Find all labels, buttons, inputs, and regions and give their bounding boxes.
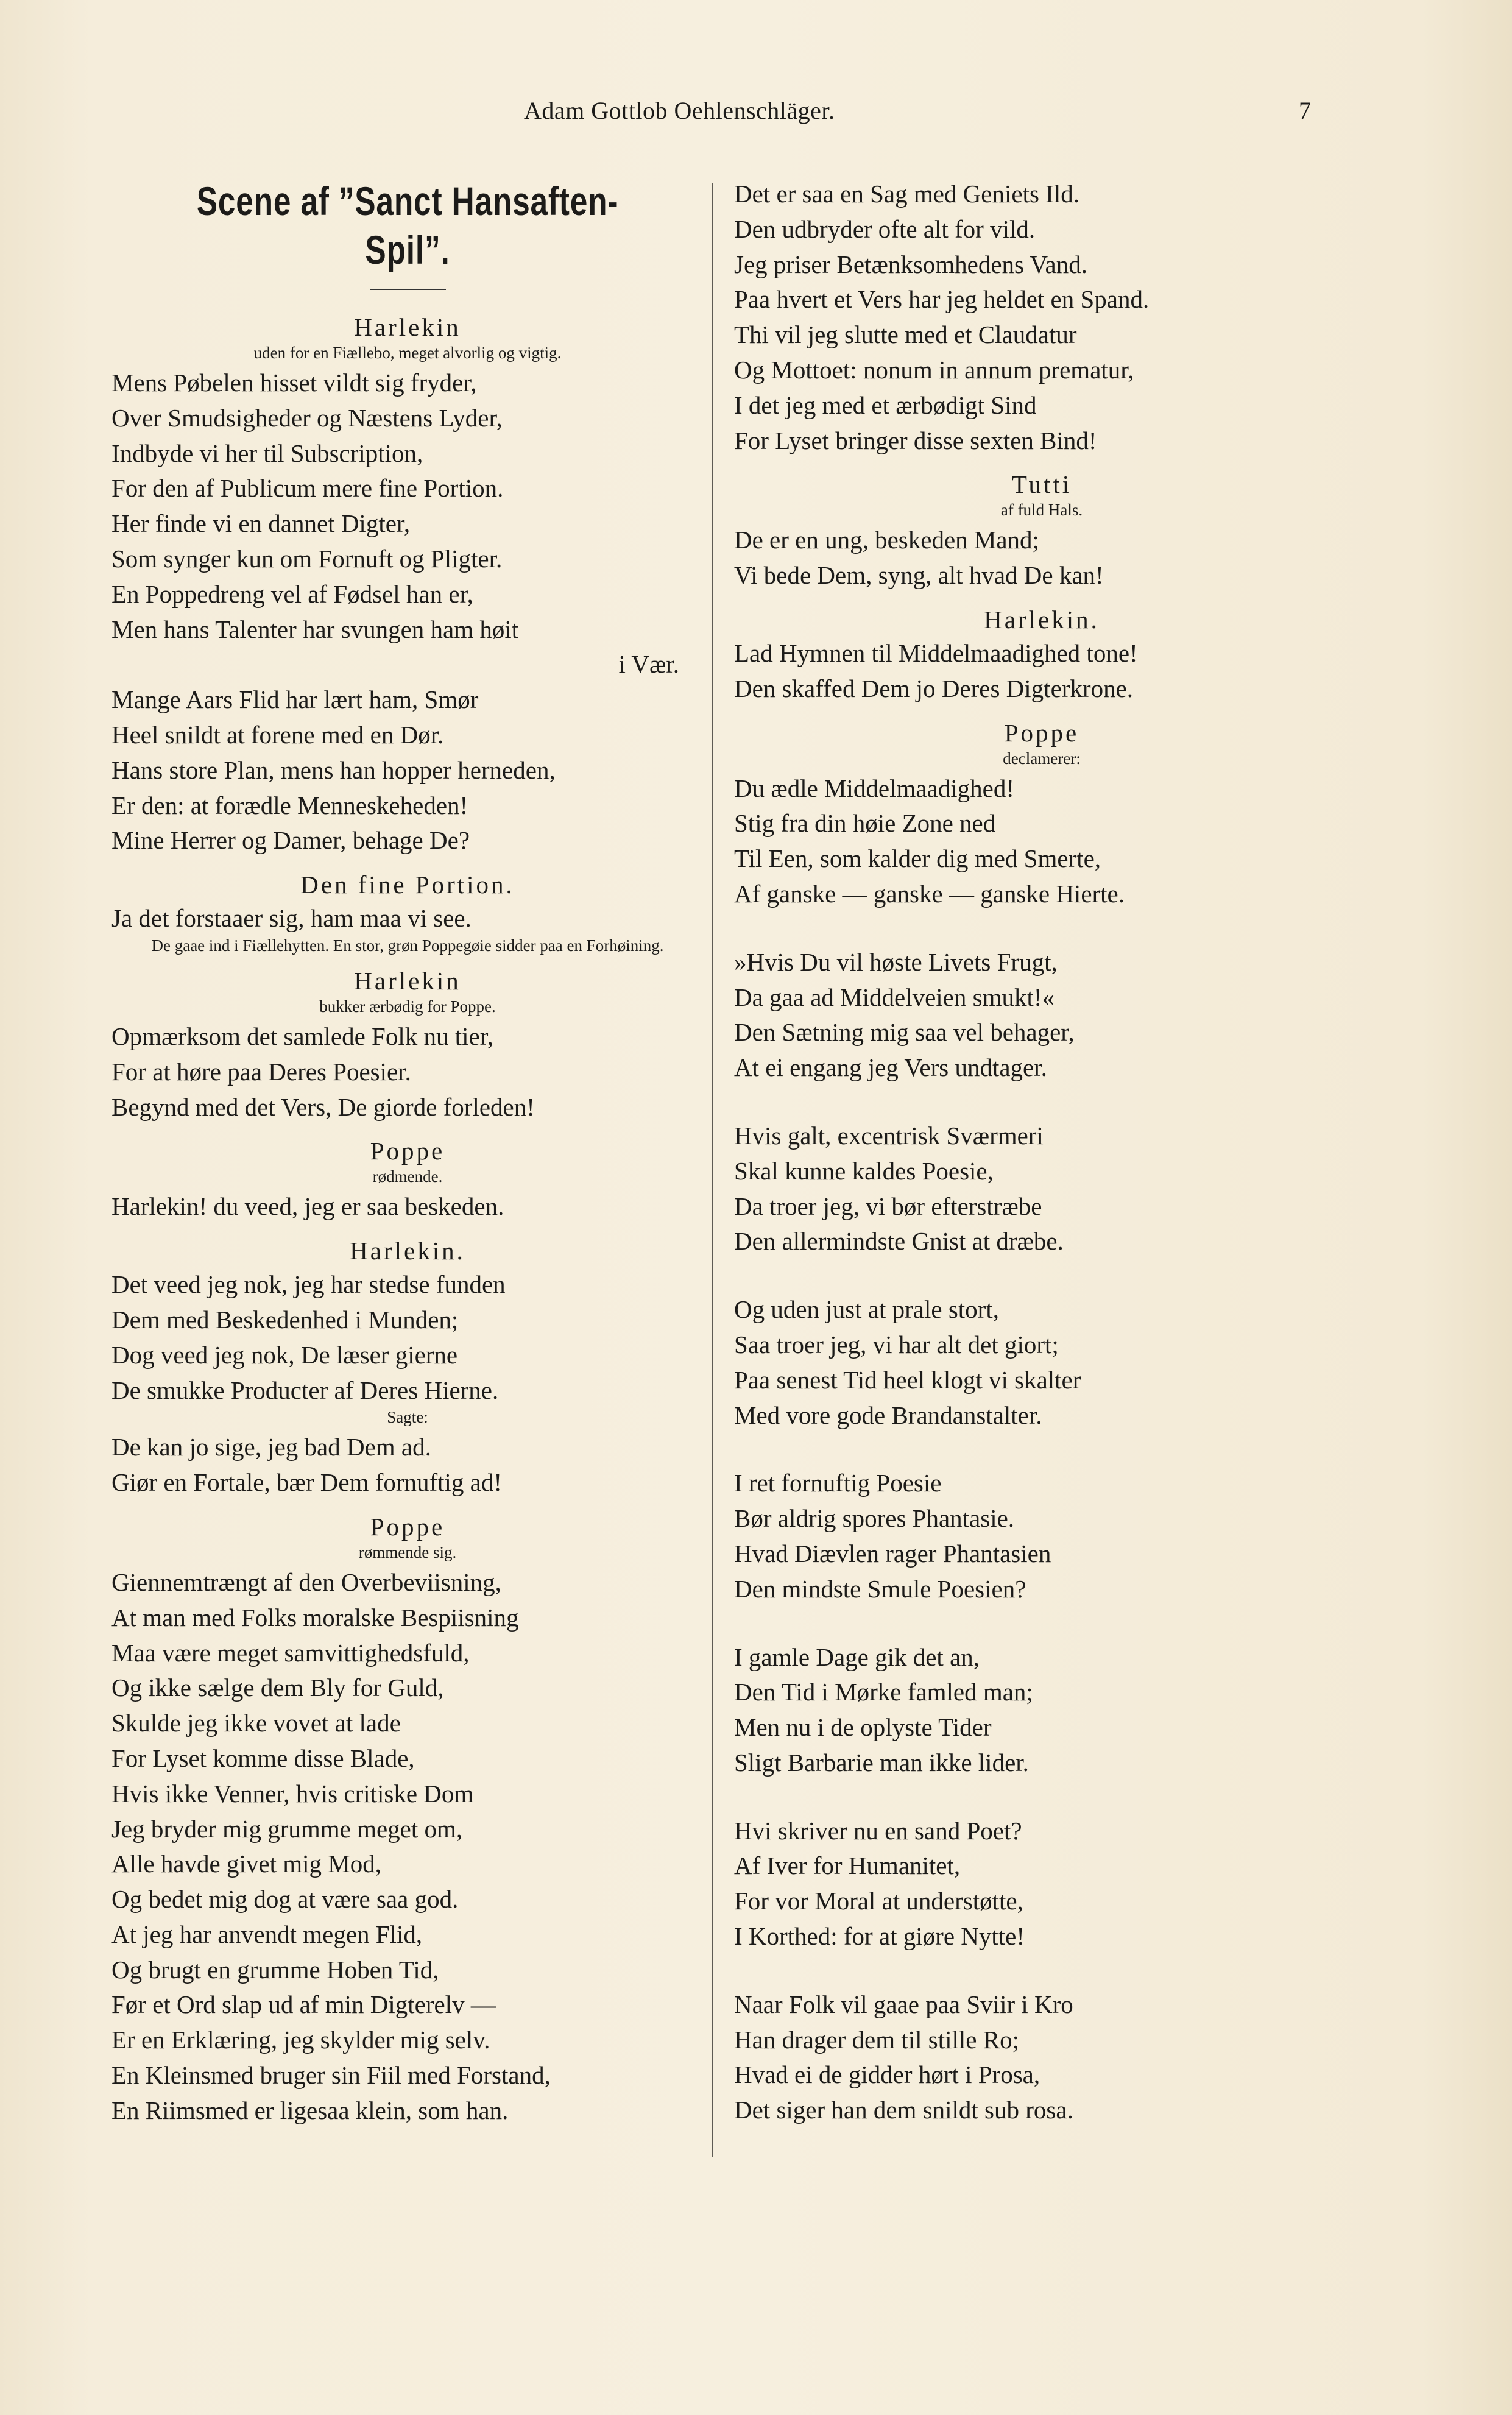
verse-line: I gamle Dage gik det an, xyxy=(734,1642,980,1671)
verse-line: Er en Erklæring, jeg skylder mig selv. xyxy=(111,2026,490,2054)
verse-line: At ei engang jeg Vers undtager. xyxy=(734,1053,1047,1082)
speaker-name: Harlekin xyxy=(354,966,461,995)
stanza xyxy=(734,1466,1349,1607)
stage-direction: declamerer: xyxy=(1003,749,1081,768)
left-column xyxy=(111,177,704,2129)
stanza xyxy=(734,945,1349,1086)
verse-line: Paa senest Tid heel klogt vi skalter xyxy=(734,1365,1081,1394)
verse-line: Og bedet mig dog at være saa god. xyxy=(111,1885,459,1914)
verse-line: Den allermindste Gnist at dræbe. xyxy=(734,1227,1064,1256)
verse-line: Alle havde givet mig Mod, xyxy=(111,1850,381,1878)
verse-line: Hvad Diævlen rager Phantasien xyxy=(734,1539,1051,1568)
stanza xyxy=(734,1814,1349,1954)
verse-line: Ja det forstaaer sig, ham maa vi see. xyxy=(111,904,472,933)
verse-line: Mens Pøbelen hisset vildt sig fryder, xyxy=(111,369,477,397)
verse-line: Paa hvert et Vers har jeg heldet en Spand. xyxy=(734,285,1150,314)
stanza xyxy=(734,1987,1349,2128)
verse-line: Det er saa en Sag med Geniets Ild. xyxy=(734,180,1079,208)
verse-line: Før et Ord slap ud af min Digterelv — xyxy=(111,1990,496,2019)
verse-line: Hvad ei de gidder hørt i Prosa, xyxy=(734,2060,1040,2089)
verse-line: Jeg bryder mig grumme meget om, xyxy=(111,1814,463,1843)
dialogue-block xyxy=(734,603,1349,707)
verse-line: Med vore gode Brandanstalter. xyxy=(734,1401,1042,1429)
dialogue-block xyxy=(111,1510,704,2129)
verse-line: Hans store Plan, mens han hopper herneden, xyxy=(111,755,556,784)
verse-line: Er den: at forædle Menneskeheden! xyxy=(111,791,468,819)
speaker-name: Tutti xyxy=(1011,470,1072,499)
verse-line: Af Iver for Humanitet, xyxy=(734,1851,961,1880)
running-title: Adam Gottlob Oehlenschläger. xyxy=(524,97,835,124)
speaker-name: Poppe xyxy=(370,1512,445,1541)
verse-line: For Lyset komme disse Blade, xyxy=(111,1744,415,1772)
verse-line: Men hans Talenter har svungen ham høit xyxy=(111,615,519,643)
verse-line: Indbyde vi her til Subscription, xyxy=(111,439,423,467)
dialogue-block xyxy=(111,311,704,858)
verse-line: Da gaa ad Middelveien smukt!« xyxy=(734,983,1055,1011)
verse-line: Han drager dem til stille Ro; xyxy=(734,2025,1019,2054)
stage-direction: rømmende sig. xyxy=(358,1543,457,1561)
speaker-name: Harlekin. xyxy=(984,605,1100,634)
stage-direction: af fuld Hals. xyxy=(1000,501,1083,520)
verse-line: Heel snildt at forene med en Dør. xyxy=(111,720,444,749)
stage-direction: Sagte: xyxy=(387,1408,428,1427)
verse-line: Over Smudsigheder og Næstens Lyder, xyxy=(111,403,503,432)
verse-line: Begynd med det Vers, De giorde forleden! xyxy=(111,1092,535,1121)
dialogue-block xyxy=(111,1408,704,1501)
verse-line: Dem med Beskedenhed i Munden; xyxy=(111,1305,459,1334)
verse-line: Hvis galt, excentrisk Sværmeri xyxy=(734,1121,1044,1150)
stage-direction: rødmende. xyxy=(372,1167,443,1186)
verse-line: I det jeg med et ærbødigt Sind xyxy=(734,391,1037,419)
verse-line: For Lyset bringer disse sexten Bind! xyxy=(734,426,1097,454)
verse-line: »Hvis Du vil høste Livets Frugt, xyxy=(734,947,1058,976)
verse-line: For den af Publicum mere fine Portion. xyxy=(111,474,504,503)
verse-line: Jeg priser Betænksomhedens Vand. xyxy=(734,250,1088,278)
verse-line: Af ganske — ganske — ganske Hierte. xyxy=(734,879,1125,908)
title-rule xyxy=(370,289,446,290)
verse-line: Naar Folk vil gaae paa Sviir i Kro xyxy=(734,1990,1073,2018)
column-divider xyxy=(712,183,713,2157)
verse-line: Vi bede Dem, syng, alt hvad De kan! xyxy=(734,561,1104,590)
verse-line: Du ædle Middelmaadighed! xyxy=(734,774,1015,802)
dialogue-block xyxy=(734,468,1349,593)
verse-line: At man med Folks moralske Bespiisning xyxy=(111,1603,519,1632)
stanza-gap xyxy=(734,1259,1349,1292)
verse-line: En Kleinsmed bruger sin Fiil med Forstand, xyxy=(111,2061,551,2090)
verse-line: Til Een, som kalder dig med Smerte, xyxy=(734,844,1101,873)
verse-line: Den skaffed Dem jo Deres Digterkrone. xyxy=(734,674,1134,702)
verse-line: Og brugt en grumme Hoben Tid, xyxy=(111,1955,439,1984)
verse-line: Den mindste Smule Poesien? xyxy=(734,1574,1026,1603)
stanza-gap xyxy=(734,1781,1349,1814)
verse-line: Stig fra din høie Zone ned xyxy=(734,809,996,838)
verse-line: Lad Hymnen til Middelmaadighed tone! xyxy=(734,638,1138,667)
speaker-name: Harlekin xyxy=(354,313,461,341)
verse-line: Da troer jeg, vi bør efterstræbe xyxy=(734,1192,1042,1220)
right-column xyxy=(734,177,1349,2128)
verse-line: For vor Moral at understøtte, xyxy=(734,1887,1023,1915)
verse-line: Som synger kun om Fornuft og Pligter. xyxy=(111,544,503,573)
verse-line: Den Tid i Mørke famled man; xyxy=(734,1678,1033,1706)
verse-line: Mange Aars Flid har lært ham, Smør xyxy=(111,685,479,714)
verse-line: De smukke Producter af Deres Hierne. xyxy=(111,1376,499,1404)
verse-line: I Korthed: for at giøre Nytte! xyxy=(734,1922,1025,1951)
verse-line: Sligt Barbarie man ikke lider. xyxy=(734,1748,1029,1777)
verse-line: Og uden just at prale stort, xyxy=(734,1295,999,1324)
verse-line: Hvis ikke Venner, hvis critiske Dom xyxy=(111,1779,474,1808)
page-number: 7 xyxy=(1299,97,1311,124)
stanza-gap xyxy=(734,912,1349,945)
verse-line: En Riimsmed er ligesaa klein, som han. xyxy=(111,2096,509,2124)
verse-line: i Vær. xyxy=(618,650,679,679)
verse-line: De er en ung, beskeden Mand; xyxy=(734,526,1039,554)
stage-direction: bukker ærbødig for Poppe. xyxy=(319,997,496,1016)
verse-line: Harlekin! du veed, jeg er saa beskeden. xyxy=(111,1192,504,1221)
dialogue-block xyxy=(111,1134,704,1225)
stanza xyxy=(734,1292,1349,1433)
verse-line: Den Sætning mig saa vel behager, xyxy=(734,1018,1075,1047)
verse-line: Thi vil jeg slutte med et Claudatur xyxy=(734,320,1077,349)
verse-line: For at høre paa Deres Poesier. xyxy=(111,1057,411,1086)
stanza-gap xyxy=(734,1607,1349,1640)
verse-line: Maa være meget samvittighedsfuld, xyxy=(111,1638,470,1667)
verse-line: Det siger han dem snildt sub rosa. xyxy=(734,2096,1073,2124)
verse-line: Og ikke sælge dem Bly for Guld, xyxy=(111,1674,444,1702)
left-blocks xyxy=(111,311,704,2129)
speaker-name: Poppe xyxy=(1004,718,1079,747)
stage-direction: uden for en Fiællebo, meget alvorlig og vigtig. xyxy=(253,344,562,362)
verse-line: Saa troer jeg, vi har alt det giort; xyxy=(734,1330,1059,1359)
right-blocks xyxy=(734,177,1349,912)
dialogue-block xyxy=(111,1234,704,1408)
dialogue-block xyxy=(734,177,1349,458)
verse-line: Og Mottoet: nonum in annum prematur, xyxy=(734,355,1134,384)
verse-line: Men nu i de oplyste Tider xyxy=(734,1713,992,1742)
speaker-name: Harlekin. xyxy=(350,1237,465,1265)
speaker-name: Den fine Portion. xyxy=(300,871,515,899)
stanza xyxy=(734,1119,1349,1259)
verse-line: Den udbryder ofte alt for vild. xyxy=(734,214,1036,243)
scene-title: Scene af ”Sanct Hansaften-Spil”. xyxy=(196,179,619,272)
right-stanzas xyxy=(734,912,1349,2128)
verse-line: Hvi skriver nu en sand Poet? xyxy=(734,1816,1022,1845)
speaker-name: Poppe xyxy=(370,1137,445,1165)
verse-line: Skal kunne kaldes Poesie, xyxy=(734,1156,994,1185)
verse-line: At jeg har anvendt megen Flid, xyxy=(111,1920,423,1948)
dialogue-block xyxy=(111,936,704,955)
verse-line: Skulde jeg ikke vovet at lade xyxy=(111,1709,401,1738)
verse-line: Dog veed jeg nok, De læser gierne xyxy=(111,1340,458,1369)
verse-line: Giennemtrængt af den Overbeviisning, xyxy=(111,1568,501,1596)
stage-direction: De gaae ind i Fiællehytten. En stor, grøn Poppegøie sidder paa en Forhøining. xyxy=(151,936,664,955)
verse-line: Mine Herrer og Damer, behage De? xyxy=(111,826,470,855)
verse-line: I ret fornuftig Poesie xyxy=(734,1469,942,1497)
stanza-gap xyxy=(734,1433,1349,1466)
verse-line: En Poppedreng vel af Fødsel han er, xyxy=(111,579,473,608)
running-head xyxy=(0,96,1512,133)
verse-line: Opmærksom det samlede Folk nu tier, xyxy=(111,1022,493,1050)
verse-line: De kan jo sige, jeg bad Dem ad. xyxy=(111,1433,431,1462)
verse-line: Her finde vi en dannet Digter, xyxy=(111,509,411,538)
stanza-gap xyxy=(734,1086,1349,1119)
dialogue-block xyxy=(734,716,1349,912)
stanza xyxy=(734,1640,1349,1781)
dialogue-block xyxy=(111,868,704,936)
verse-line: Det veed jeg nok, jeg har stedse funden xyxy=(111,1270,506,1299)
verse-line: Giør en Fortale, bær Dem fornuftig ad! xyxy=(111,1468,503,1497)
verse-line: Bør aldrig spores Phantasie. xyxy=(734,1504,1015,1533)
stanza-gap xyxy=(734,1954,1349,1987)
dialogue-block xyxy=(111,964,704,1125)
